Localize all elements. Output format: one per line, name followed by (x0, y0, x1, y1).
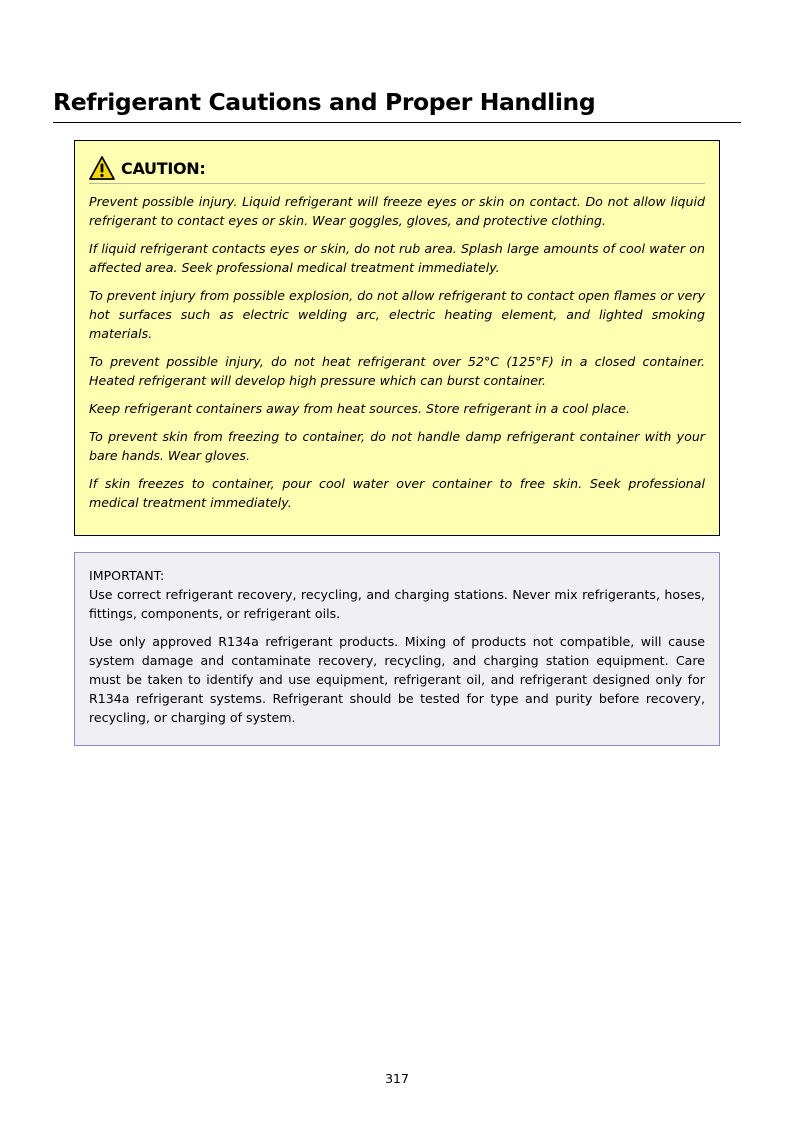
warning-triangle-icon (89, 155, 115, 181)
caution-paragraph: To prevent injury from possible explosion, do not allow refrigerant to contact open flames or very hot surfaces such as electric welding arc, electric heating element, and lighted smoking materials. (89, 288, 705, 341)
caution-header (89, 153, 705, 184)
caution-paragraph: Keep refrigerant containers away from heat sources. Store refrigerant in a cool place. (89, 401, 631, 416)
caution-box (74, 140, 720, 536)
page-number: 317 (385, 1071, 409, 1086)
caution-paragraph: Prevent possible injury. Liquid refrigerant will freeze eyes or skin on contact. Do not allow liquid refrigerant to contact eyes or skin. Wear goggles, gloves, and protective clothing. (89, 194, 705, 228)
caution-paragraph: To prevent possible injury, do not heat refrigerant over 52°C (125°F) in a closed container. Heated refrigerant will develop high pressure which can burst container. (89, 354, 705, 388)
page-title: Refrigerant Cautions and Proper Handling (53, 86, 741, 123)
important-paragraph: Use correct refrigerant recovery, recycling, and charging stations. Never mix refrigerants, hoses, fittings, components, or refrigerant oils. (89, 587, 705, 621)
important-box (74, 552, 720, 746)
caution-paragraph: If skin freezes to container, pour cool water over container to free skin. Seek professional medical treatment immediately. (89, 476, 705, 510)
caution-paragraph: To prevent skin from freezing to container, do not handle damp refrigerant container with your bare hands. Wear gloves. (89, 429, 705, 463)
caution-paragraph: If liquid refrigerant contacts eyes or skin, do not rub area. Splash large amounts of cool water on affected area. Seek professional medical treatment immediately. (89, 241, 705, 275)
important-paragraph: Use only approved R134a refrigerant products. Mixing of products not compatible, will cause system damage and contaminate recovery, recycling, and charging station equipment. Care must be taken to identify and use equipment, refrigerant oil, and refrigerant designed only for R134a refrigerant systems. Refrigerant should be tested for type and purity before recovery, recycling, or charging of system. (89, 634, 705, 725)
important-label: IMPORTANT: (89, 568, 165, 583)
caution-heading: CAUTION: (121, 158, 206, 178)
